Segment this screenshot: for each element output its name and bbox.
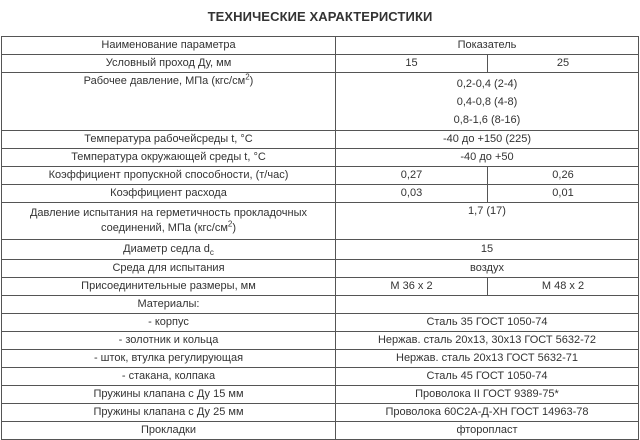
table-header-row bbox=[2, 37, 639, 55]
row-label: Среда для испытания bbox=[2, 260, 336, 278]
row-value bbox=[336, 73, 639, 131]
row-value: Нержав. сталь 20х13 ГОСТ 5632-71 bbox=[336, 350, 639, 368]
row-label: - корпус bbox=[2, 314, 336, 332]
pressure-range-3: 0,8-1,6 (8-16) bbox=[453, 114, 521, 126]
row-value-25: 0,26 bbox=[488, 167, 639, 185]
table-row-gaskets bbox=[2, 422, 639, 440]
row-label: Температура рабочейсреды t, °С bbox=[2, 131, 336, 149]
table-row-test-pressure bbox=[2, 203, 639, 240]
pressure-range-2: 0,4-0,8 (4-8) bbox=[456, 96, 518, 108]
row-label: - золотник и кольца bbox=[2, 332, 336, 350]
row-value: Проволока 60С2А-Д-ХН ГОСТ 14963-78 bbox=[336, 404, 639, 422]
table-row-seat bbox=[2, 240, 639, 260]
table-row-connect bbox=[2, 278, 639, 296]
table-row-temp-work bbox=[2, 131, 639, 149]
row-value-25: 0,01 bbox=[488, 185, 639, 203]
row-value: воздух bbox=[336, 260, 639, 278]
row-value: 1,7 (17) bbox=[336, 203, 639, 240]
table-row-du bbox=[2, 55, 639, 73]
table-row-pressure bbox=[2, 73, 639, 131]
row-label: - шток, втулка регулирующая bbox=[2, 350, 336, 368]
table-row-flow bbox=[2, 185, 639, 203]
row-label: Диаметр седла $d_c$ bbox=[2, 240, 336, 260]
header-value: Показатель bbox=[336, 37, 639, 55]
table-row-medium bbox=[2, 260, 639, 278]
row-label: Рабочее давление, МПа $(кгс/см^2)$ bbox=[2, 73, 336, 131]
table-row-spring25 bbox=[2, 404, 639, 422]
row-label: Условный проход Ду, мм bbox=[2, 55, 336, 73]
row-value: Сталь 45 ГОСТ 1050-74 bbox=[336, 368, 639, 386]
row-label: Пружины клапана с Ду 15 мм bbox=[2, 386, 336, 404]
specifications-table bbox=[1, 36, 639, 440]
row-value: -40 до +150 (225) bbox=[336, 131, 639, 149]
table-row-materials bbox=[2, 296, 639, 314]
row-value bbox=[336, 296, 639, 314]
pressure-range-1: 0,2-0,4 (2-4) bbox=[456, 78, 518, 90]
table-row-kv bbox=[2, 167, 639, 185]
table-row-cup bbox=[2, 368, 639, 386]
row-value-15: М 36 х 2 bbox=[336, 278, 488, 296]
row-label: - стакана, колпака bbox=[2, 368, 336, 386]
row-value-15: 15 bbox=[336, 55, 488, 73]
row-value: 15 bbox=[336, 240, 639, 260]
row-value-15: 0,27 bbox=[336, 167, 488, 185]
row-value-25: М 48 х 2 bbox=[488, 278, 639, 296]
row-value-15: 0,03 bbox=[336, 185, 488, 203]
table-row-body bbox=[2, 314, 639, 332]
row-label: Коэффициент расхода bbox=[2, 185, 336, 203]
table-row-spool bbox=[2, 332, 639, 350]
row-value: фторопласт bbox=[336, 422, 639, 440]
row-label: Коэффициент пропускной способности, (т/час) bbox=[2, 167, 336, 185]
row-label: Материалы: bbox=[2, 296, 336, 314]
table-row-stem bbox=[2, 350, 639, 368]
row-label: Присоединительные размеры, мм bbox=[2, 278, 336, 296]
row-value: Проволока II ГОСТ 9389-75* bbox=[336, 386, 639, 404]
row-value: Нержав. сталь 20х13, 30х13 ГОСТ 5632-72 bbox=[336, 332, 639, 350]
table-row-temp-env bbox=[2, 149, 639, 167]
row-value: -40 до +50 bbox=[336, 149, 639, 167]
row-label: Прокладки bbox=[2, 422, 336, 440]
row-label: Температура окружающей среды t, °С bbox=[2, 149, 336, 167]
header-param: Наименование параметра bbox=[2, 37, 336, 55]
row-label: Пружины клапана с Ду 25 мм bbox=[2, 404, 336, 422]
row-value: Сталь 35 ГОСТ 1050-74 bbox=[336, 314, 639, 332]
page-title: ТЕХНИЧЕСКИЕ ХАРАКТЕРИСТИКИ bbox=[207, 9, 433, 24]
table-row-spring15 bbox=[2, 386, 639, 404]
row-label: Давление испытания на герметичность прокладочных соединений, МПа $(кгс/см^2)$ bbox=[2, 203, 336, 240]
row-value-25: 25 bbox=[488, 55, 639, 73]
